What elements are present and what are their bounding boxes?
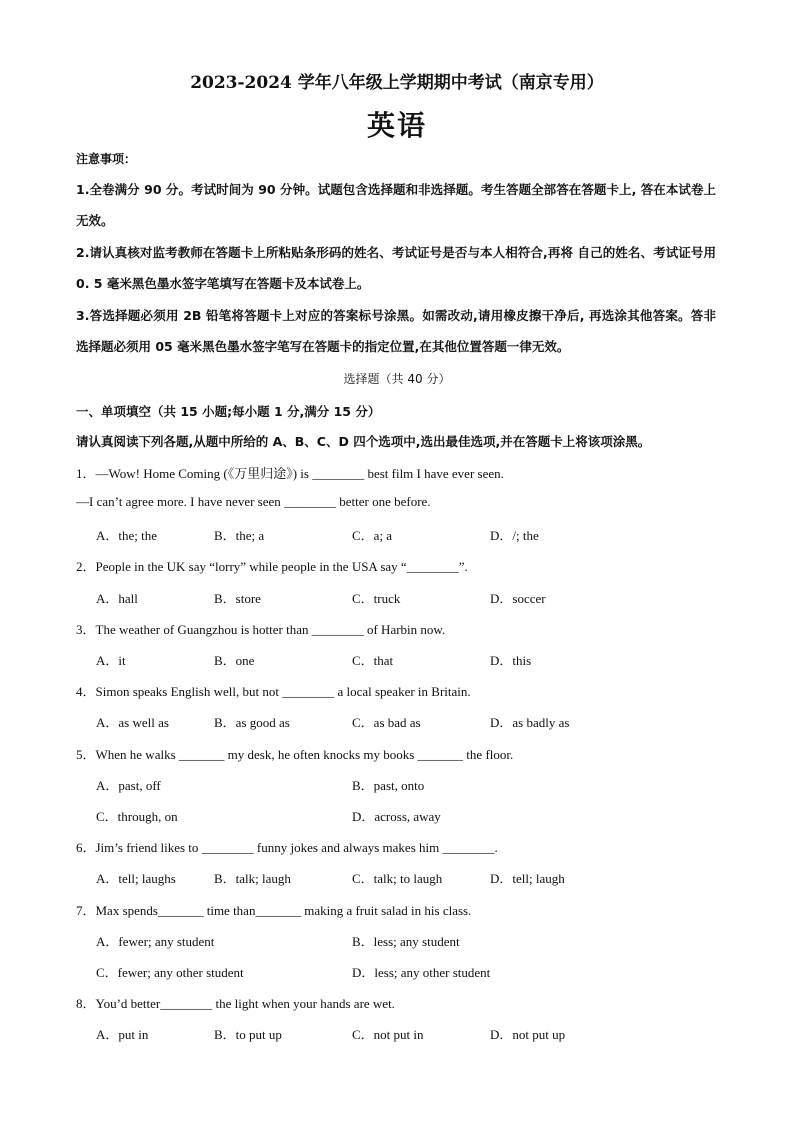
answer-option: B．as good as: [214, 715, 290, 730]
answer-option: D．not put up: [490, 1027, 566, 1042]
question-stem: 5．When he walks _______ my desk, he often knocks my books _______ the floor.: [76, 747, 514, 762]
answer-option: C．fewer; any other student: [96, 965, 244, 980]
answer-option: C．a; a: [352, 528, 393, 543]
answer-option: A．tell; laughs: [96, 871, 176, 886]
answer-option: B．past, onto: [352, 778, 425, 793]
answer-option: D．across, away: [352, 809, 441, 824]
answer-option: B．less; any student: [352, 934, 460, 949]
answer-option: C．truck: [352, 591, 401, 606]
answer-option: B．talk; laugh: [214, 871, 291, 886]
question-stem: 6．Jim’s friend likes to ________ funny jokes and always makes him ________.: [76, 840, 498, 855]
answer-option: C．talk; to laugh: [352, 871, 443, 886]
question-stem: 3．The weather of Guangzhou is hotter than ________ of Harbin now.: [76, 622, 446, 637]
answer-option: B．the; a: [214, 528, 265, 543]
answer-option: B．to put up: [214, 1027, 282, 1042]
answer-option: B．store: [214, 591, 261, 606]
note-item: 3.答选择题必须用 2B 铅笔将答题卡上对应的答案标号涂黑。如需改动,请用橡皮擦干净后, 再选涂其他答案。答非选择题必须用 05 毫米黑色墨水签字笔写在答题卡的指定位置,在其他位置答题一律无效。: [76, 308, 716, 354]
answer-option: D．/; the: [490, 528, 539, 543]
answer-option: B．one: [214, 653, 255, 668]
answer-option: A．as well as: [96, 715, 169, 730]
answer-option: D．tell; laugh: [490, 871, 565, 886]
answer-option: A．hall: [96, 591, 138, 606]
answer-option: A．the; the: [96, 528, 158, 543]
answer-option: D．soccer: [490, 591, 546, 606]
part-heading: 一、单项填空（共 15 小题;每小题 1 分,满分 15 分）: [76, 404, 381, 419]
answer-option: A．fewer; any student: [96, 934, 215, 949]
answer-option: C．as bad as: [352, 715, 421, 730]
question-stem: 4．Simon speaks English well, but not ________ a local speaker in Britain.: [76, 684, 471, 699]
question-stem: 1．—Wow! Home Coming (《万里归途》) is ________ best film I have ever seen.: [76, 466, 504, 481]
notes-heading: 注意事项：: [76, 152, 137, 166]
section-title: 选择题（共 40 分）: [343, 372, 451, 386]
answer-option: D．as badly as: [490, 715, 570, 730]
answer-option: C．not put in: [352, 1027, 424, 1042]
note-item: 2.请认真核对监考教师在答题卡上所粘贴条形码的姓名、考试证号是否与本人相符合,再将 自己的姓名、考试证号用 0. 5 毫米黑色墨水签字笔填写在答题卡及本试卷上。: [76, 245, 716, 291]
answer-option: A．put in: [96, 1027, 149, 1042]
answer-option: D．less; any other student: [352, 965, 491, 980]
exam-title: 2023-2024 学年八年级上学期期中考试（南京专用）: [190, 73, 604, 93]
note-item: 1.全卷满分 90 分。考试时间为 90 分钟。试题包含选择题和非选择题。考生答题全部答在答题卡上, 答在本试卷上无效。: [76, 182, 716, 228]
answer-option: A．it: [96, 653, 126, 668]
question-stem: —I can’t agree more. I have never seen ________ better one before.: [76, 494, 431, 509]
answer-option: C．through, on: [96, 809, 178, 824]
question-stem: 7．Max spends_______ time than_______ making a fruit salad in his class.: [76, 903, 472, 918]
answer-option: D．this: [490, 653, 532, 668]
exam-subject: 英语: [366, 109, 427, 142]
answer-option: A．past, off: [96, 778, 161, 793]
answer-option: C．that: [352, 653, 394, 668]
question-stem: 8．You’d better________ the light when your hands are wet.: [76, 996, 395, 1011]
part-instruction: 请认真阅读下列各题,从题中所给的 A、B、C、D 四个选项中,选出最佳选项,并在答题卡上将该项涂黑。: [76, 434, 651, 449]
question-stem: 2．People in the UK say “lorry” while people in the USA say “________”.: [76, 559, 468, 574]
